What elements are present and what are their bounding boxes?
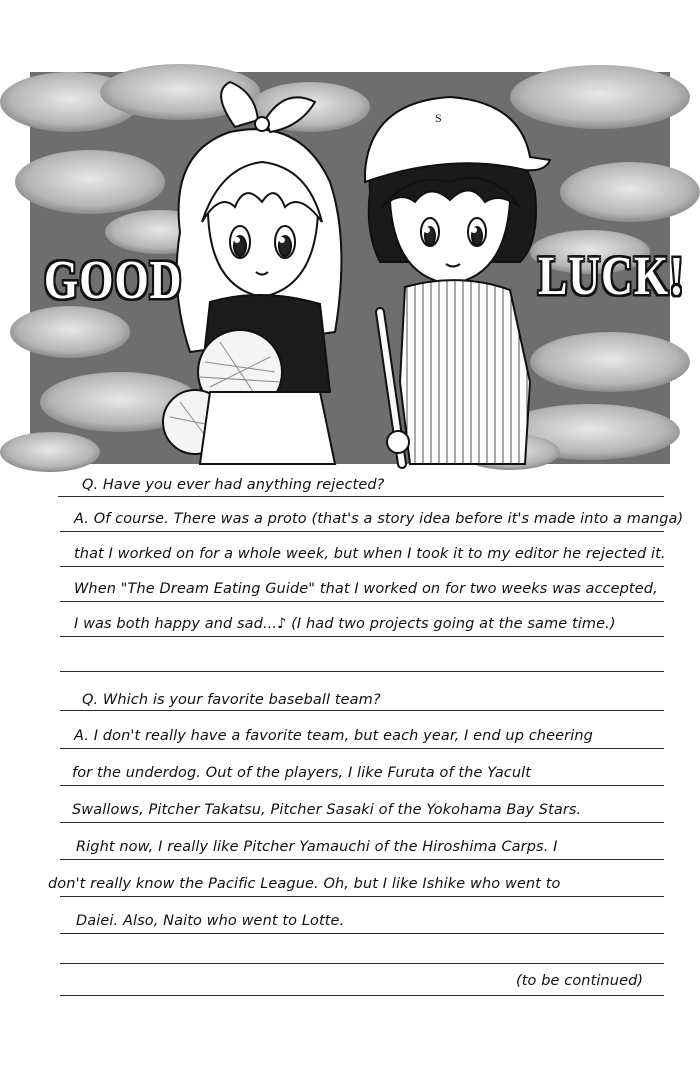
ruled-line — [60, 636, 664, 637]
ruled-line — [60, 785, 664, 786]
answer-line: Right now, I really like Pitcher Yamauchi of the Hiroshima Carps. I — [76, 839, 558, 855]
answer-line: When "The Dream Eating Guide" that I worked on for two weeks was accepted, — [74, 581, 658, 597]
answer-line: don't really know the Pacific League. Oh, but I like Ishike who went to — [48, 876, 561, 892]
question-baseball-team: Q. Which is your favorite baseball team? — [82, 692, 381, 708]
answer-line: for the underdog. Out of the players, I like Furuta of the Yacult — [72, 765, 532, 781]
ruled-line — [60, 671, 664, 672]
to-be-continued-note: (to be continued) — [516, 973, 644, 989]
answer-line: I was both happy and sad...♪ (I had two projects going at the same time.) — [74, 616, 616, 632]
ruled-line — [60, 859, 664, 860]
title-luck: LUCK! — [538, 245, 685, 307]
ruled-line — [60, 748, 664, 749]
ruled-line — [60, 995, 664, 996]
ruled-line — [60, 963, 664, 964]
ruled-line — [58, 496, 664, 497]
illustration-panel — [30, 72, 685, 464]
cap-logo-letter: S — [435, 111, 442, 125]
answer-line: A. I don't really have a favorite team, but each year, I end up cheering — [74, 728, 593, 744]
answer-line: A. Of course. There was a proto (that's a story idea before it's made into a manga) — [74, 511, 684, 527]
ruled-line — [60, 566, 664, 567]
question-rejected: Q. Have you ever had anything rejected? — [82, 477, 385, 493]
answer-line: Daiei. Also, Naito who went to Lotte. — [76, 913, 345, 929]
ruled-line — [60, 601, 664, 602]
ruled-line — [60, 896, 664, 897]
ruled-line — [60, 933, 664, 934]
ruled-line — [60, 822, 664, 823]
title-good: GOOD — [44, 249, 183, 311]
ruled-line — [60, 710, 664, 711]
answer-line: that I worked on for a whole week, but when I took it to my editor he rejected it. — [74, 546, 666, 562]
ruled-line — [60, 531, 664, 532]
answer-line: Swallows, Pitcher Takatsu, Pitcher Sasaki of the Yokohama Bay Stars. — [72, 802, 582, 818]
